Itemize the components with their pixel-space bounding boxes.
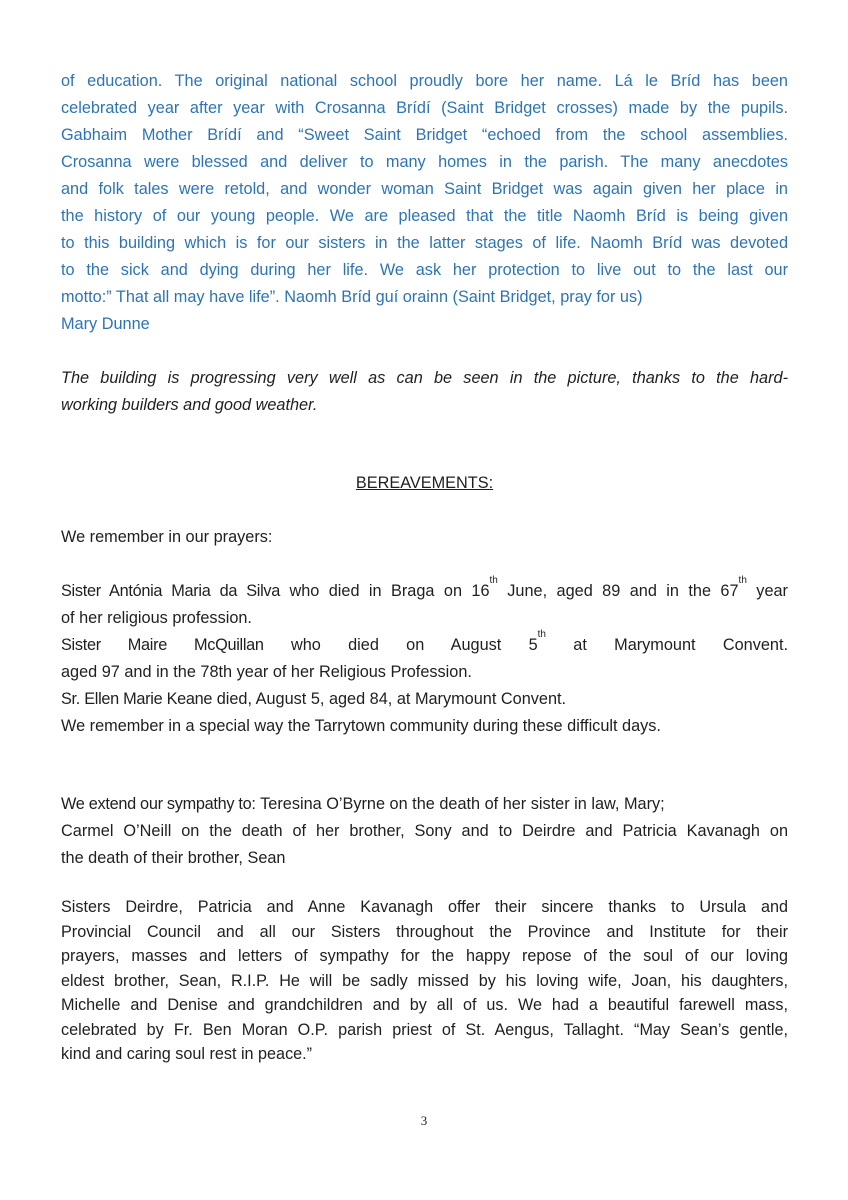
thanks-line: Michelle and Denise and grandchildren and by all of us. We had a beautiful farewell mass, — [61, 996, 788, 1014]
tribute-line: Gabhaim Mother Brídí and “Sweet Saint Bridget “echoed from the school assemblies. — [61, 126, 788, 144]
deceased-name: Sr. Ellen Marie Keane — [61, 690, 213, 708]
sympathy-lead: We extend our sympathy to — [61, 795, 252, 813]
building-note-line: The building is progressing very well as can be seen in the picture, thanks to the hard- — [61, 369, 788, 387]
sympathy-line — [61, 791, 788, 818]
building-note-line: working builders and good weather. — [61, 396, 318, 414]
bereavements-list — [61, 575, 788, 740]
thanks-line: celebrated by Fr. Ben Moran O.P. parish priest of St. Aengus, Tallaght. “May Sean’s gentle, — [61, 1020, 788, 1039]
tribute-author: Mary Dunne — [61, 315, 150, 333]
tribute-line: motto:” That all may have life”. Naomh Bríd guí orainn (Saint Bridget, pray for us) — [61, 288, 643, 306]
deceased-name: Sister Maire McQuillan — [61, 636, 264, 654]
sympathy-line: the death of their brother, Sean — [61, 849, 286, 867]
thanks-line: kind and caring soul rest in peace.” — [61, 1045, 313, 1063]
ordinal-suffix: th — [738, 575, 747, 586]
entry-text: who died in Braga on 16 — [280, 582, 490, 600]
entry-text: died, August 5, aged 84, at Marymount Convent. — [212, 690, 567, 708]
bereavement-entry-line2: aged 97 and in the 78th year of her Religious Profession. — [61, 663, 472, 681]
thanks-line: prayers, masses and letters of sympathy for the happy repose of the soul of our loving — [61, 947, 788, 965]
tribute-line: to the sick and dying during her life. We ask her protection to live out to the last our — [61, 261, 788, 279]
entry-text: who died on August 5 — [263, 636, 538, 654]
bereavements-closing: We remember in a special way the Tarrytown community during these difficult days. — [61, 717, 661, 735]
thanks-line: eldest brother, Sean, R.I.P. He will be sadly missed by his loving wife, Joan, his daughters, — [61, 971, 788, 990]
bereavement-entry-line2: of her religious profession. — [61, 609, 252, 627]
tribute-line: of education. The original national school proudly bore her name. Lá le Bríd has been — [61, 72, 788, 90]
tribute-line: Crosanna were blessed and deliver to many homes in the parish. The many anecdotes — [61, 153, 788, 171]
tribute-line: and folk tales were retold, and wonder woman Saint Bridget was again given her place in — [61, 180, 788, 198]
thanks-line: Sisters Deirdre, Patricia and Anne Kavanagh offer their sincere thanks to Ursula and — [61, 898, 788, 916]
bereavement-entry — [61, 629, 788, 659]
newsletter-page — [61, 68, 788, 1067]
bereavement-entry — [61, 575, 788, 605]
tribute-line: to this building which is for our sisters in the latter stages of life. Naomh Bríd was devoted — [61, 234, 788, 252]
ordinal-suffix: th — [489, 575, 498, 586]
deceased-name: Sister Antónia Maria da Silva — [61, 582, 281, 600]
ordinal-suffix: th — [537, 629, 546, 640]
entry-text: June, aged 89 and in the 67 — [497, 582, 739, 600]
tribute-paragraph — [61, 68, 788, 338]
entry-text: at Marymount Convent. — [546, 636, 788, 654]
building-progress-note — [61, 365, 788, 419]
thanks-paragraph — [61, 895, 788, 1067]
sympathy-line: Carmel O’Neill on the death of her brother, Sony and to Deirdre and Patricia Kavanagh on — [61, 822, 788, 840]
tribute-line: celebrated year after year with Crosanna Brídí (Saint Bridget crosses) made by the pupils. — [61, 99, 788, 117]
sympathy-text: : Teresina O’Byrne on the death of her sister in law, Mary; — [251, 795, 665, 813]
bereavements-intro: We remember in our prayers: — [61, 528, 273, 546]
page-number: 3 — [420, 1113, 428, 1128]
bereavements-heading: BEREAVEMENTS: — [355, 474, 494, 492]
bereavement-entry — [61, 686, 788, 713]
sympathy-paragraph — [61, 791, 788, 872]
thanks-line: Provincial Council and all our Sisters throughout the Province and Institute for their — [61, 922, 788, 941]
tribute-line: the history of our young people. We are pleased that the title Naomh Bríd is being given — [61, 207, 788, 225]
entry-text: year — [746, 582, 788, 600]
